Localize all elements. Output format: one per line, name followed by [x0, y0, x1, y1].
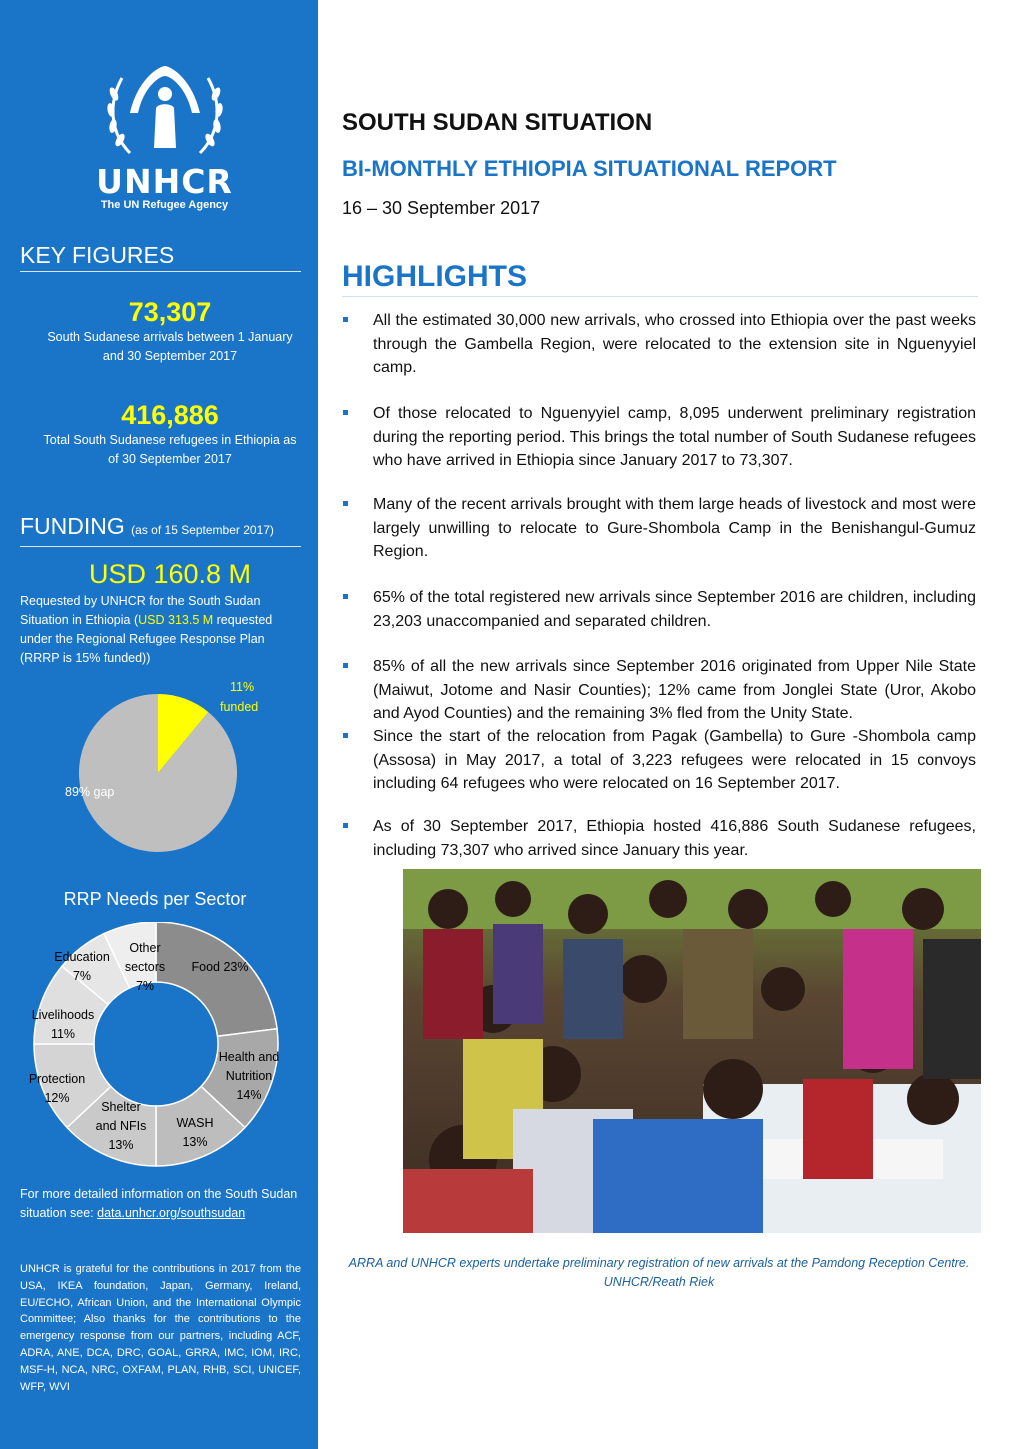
highlight-text: 65% of the total registered new arrivals since September 2016 are children, including 23,203 unaccompanied and separated children.	[373, 589, 976, 630]
more-info-text: For more detailed information on the South Sudan situation see:	[20, 1187, 298, 1220]
sector-label-livelihoods: Livelihoods 11%	[31, 1008, 95, 1041]
bullet-icon	[343, 823, 348, 828]
pie-slice-gap	[79, 694, 237, 852]
photo-caption: ARRA and UNHCR experts undertake preliminary registration of new arrivals at the Pamdong Reception Centre. UNHCR/Reath Riek	[348, 1256, 970, 1289]
sector-label-shelter: Shelter and NFIs 13%	[95, 1100, 147, 1152]
logo-subtitle: The UN Refugee Agency	[100, 199, 229, 211]
report-title: SOUTH SUDAN SITUATION	[342, 109, 653, 136]
key-figure-arrivals-text: South Sudanese arrivals between 1 January and 30 September 2017	[47, 330, 293, 363]
funding-pie-svg	[0, 676, 318, 866]
sector-label-wash: WASH 13%	[176, 1116, 214, 1149]
highlight-text: As of 30 September 2017, Ethiopia hosted 416,886 South Sudanese refugees, including 73,307 who arrived since January this year.	[373, 818, 976, 859]
sector-label-other: Other sectors 7%	[124, 941, 166, 993]
highlight-item	[342, 815, 976, 862]
pie-label-gap: 89% gap	[65, 785, 115, 799]
key-figures-heading: KEY FIGURES	[20, 241, 301, 272]
report-date: 16 – 30 September 2017	[342, 198, 541, 218]
logo-wordmark: UNHCR	[96, 162, 233, 201]
bullet-icon	[343, 733, 348, 738]
funding-text-highlight: USD 313.5 M	[138, 613, 214, 627]
more-info	[20, 1185, 301, 1223]
funding-heading-note: (as of 15 September 2017)	[131, 523, 274, 537]
funding-amount: USD 160.8 M	[88, 559, 252, 589]
bullet-icon	[343, 410, 348, 415]
key-figure-refugees-text: Total South Sudanese refugees in Ethiopia as of 30 September 2017	[43, 433, 297, 466]
highlight-item	[342, 725, 976, 796]
donut-slice-food	[156, 922, 277, 1036]
registration-photo	[403, 869, 981, 1233]
pie-label-funded-word: funded	[220, 700, 259, 714]
unhcr-emblem-icon	[100, 58, 230, 163]
photo-illustration	[403, 869, 981, 1233]
funding-heading-title: FUNDING	[20, 513, 125, 539]
highlight-text: Since the start of the relocation from Pagak (Gambella) to Gure -Shombola camp (Assosa) in May 2017, a total of 3,223 refugees were relocated in 15 convoys including 64 refugees who were relocated on 16 September 2017.	[373, 728, 976, 792]
funding-text-after: requested under the Regional Refugee Response Plan (RRRP is 15% funded))	[20, 613, 273, 665]
more-info-link[interactable]: data.unhcr.org/southsudan	[97, 1206, 246, 1220]
funding-text	[20, 592, 301, 668]
highlight-item	[342, 402, 976, 473]
funding-pie-chart	[0, 676, 318, 866]
bullet-icon	[343, 317, 348, 322]
sector-label-food: Food 23%	[191, 960, 249, 974]
funding-heading	[20, 512, 301, 547]
key-figure-refugees-value: 416,886	[121, 400, 219, 430]
sidebar	[0, 0, 318, 1449]
sector-label-education: Education 7%	[54, 950, 110, 983]
highlight-item	[342, 309, 976, 380]
highlight-text: 85% of all the new arrivals since September 2016 originated from Upper Nile State (Maiwut, Jotome and Nasir Counties); 12% came from Jonglei State (Uror, Akobo and Ayod Counties) and the remaining 3% fled from the Unity State.	[373, 658, 976, 722]
key-figure-arrivals-value: 73,307	[128, 297, 212, 327]
highlight-item	[342, 655, 976, 726]
highlight-item	[342, 493, 976, 564]
sector-chart-title: RRP Needs per Sector	[63, 889, 247, 909]
bullet-icon	[343, 663, 348, 668]
sector-label-protection: Protection 12%	[28, 1072, 86, 1105]
sector-label-health: Health and Nutrition 14%	[218, 1050, 280, 1102]
highlight-item	[342, 586, 976, 633]
highlight-text: Many of the recent arrivals brought with them large heads of livestock and most were largely unwilling to relocate to Gure-Shombola Camp in the Benishangul-Gumuz Region.	[373, 496, 976, 560]
highlight-text: All the estimated 30,000 new arrivals, who crossed into Ethiopia over the past weeks through the Gambella Region, were relocated to the extension site in Nguenyyiel camp.	[373, 312, 976, 376]
highlight-text: Of those relocated to Nguenyyiel camp, 8,095 underwent preliminary registration during the reporting period. This brings the total number of South Sudanese refugees who have arrived in Ethiopia since January 2017 to 73,307.	[373, 405, 976, 469]
bullet-icon	[343, 594, 348, 599]
funding-text-before: Requested by UNHCR for the South Sudan Situation in Ethiopia (	[20, 594, 261, 627]
bullet-icon	[343, 501, 348, 506]
report-subtitle: BI-MONTHLY ETHIOPIA SITUATIONAL REPORT	[342, 156, 837, 181]
sector-donut-chart	[0, 922, 318, 1177]
donor-thanks: UNHCR is grateful for the contributions in 2017 from the USA, IKEA foundation, Japan, Germany, Ireland, EU/ECHO, African Union, and the International Olympic Committee; Also thanks for the contributions to the emergency response from our partners, including ACF, ADRA, ANE, DCA, DRC, GOAL, GRRA, IMC, IOM, IRC, MSF-H, NCA, NRC, OXFAM, PLAN, RHB, SCI, UNICEF, WFP, WVI	[20, 1263, 301, 1393]
highlights-heading: HIGHLIGHTS	[342, 260, 978, 297]
unhcr-logo	[92, 58, 237, 211]
pie-label-funded-percent: 11%	[230, 680, 255, 694]
